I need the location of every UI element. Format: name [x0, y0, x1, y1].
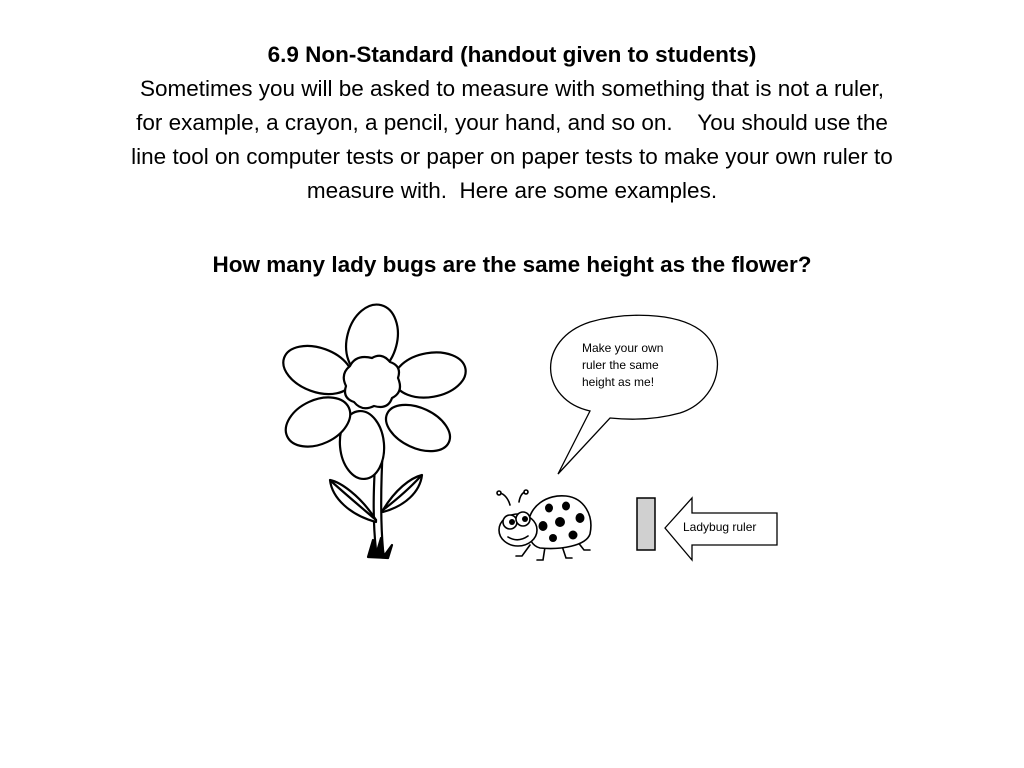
ladybug-ruler-label: Ladybug ruler: [683, 520, 757, 534]
intro-line-3: line tool on computer tests or paper on paper tests to make your own ruler to: [131, 144, 893, 169]
ladybug-antenna-left: [500, 493, 510, 505]
ladybug-pupil-right: [522, 516, 528, 522]
ladybug-pupil-left: [509, 519, 515, 525]
flower-petal-bottom-right: [379, 396, 458, 461]
speech-bubble-line-3: height as me!: [582, 375, 655, 389]
intro-line-2: for example, a crayon, a pencil, your hand, and so on. You should use the: [136, 110, 888, 135]
speech-bubble-line-2: ruler the same: [582, 358, 659, 372]
flower-petal-right: [391, 347, 470, 403]
flower-grass: [368, 538, 392, 558]
ladybug-antenna-tip-left: [497, 491, 501, 495]
speech-bubble-text: [582, 340, 707, 391]
intro-line-4: measure with. Here are some examples.: [306, 178, 718, 203]
question-text: How many lady bugs are the same height as the flower?: [212, 252, 812, 277]
ladybug-antenna-tip-right: [524, 490, 528, 494]
ladybug-ruler-bar: [637, 498, 655, 550]
handout-title: 6.9 Non-Standard (handout given to students): [267, 42, 757, 67]
flower-drawing: [277, 299, 470, 558]
flower-center: [344, 356, 400, 409]
ladybug-drawing: [497, 490, 591, 560]
intro-line-1: Sometimes you will be asked to measure with something that is not a ruler,: [139, 76, 885, 101]
speech-bubble-line-1: Make your own: [582, 341, 664, 355]
